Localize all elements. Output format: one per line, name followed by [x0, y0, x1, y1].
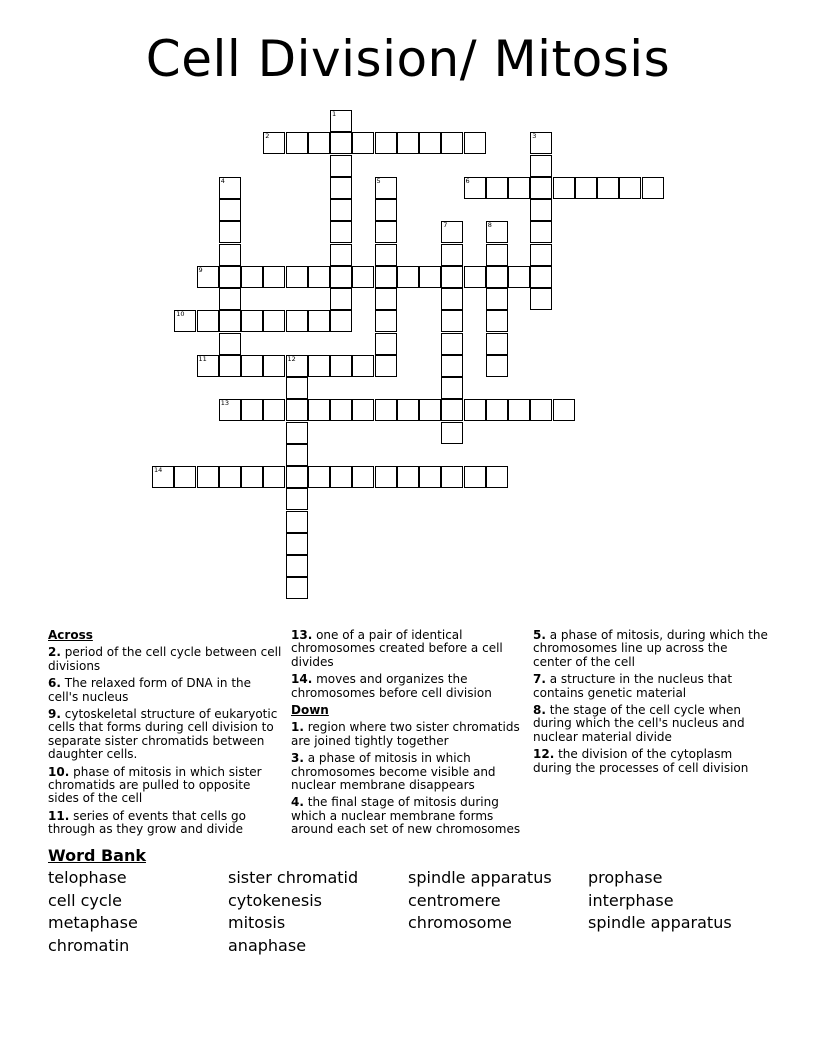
word-bank-item: cell cycle [48, 890, 122, 910]
grid-cell[interactable] [441, 466, 463, 488]
grid-cell[interactable] [174, 310, 196, 332]
grid-cell[interactable] [308, 399, 330, 421]
grid-cell[interactable] [375, 266, 397, 288]
grid-cell[interactable] [330, 288, 352, 310]
grid-cell[interactable] [197, 310, 219, 332]
grid-cell[interactable] [308, 466, 330, 488]
grid-cell[interactable] [352, 466, 374, 488]
clue-number-label: 6 [465, 176, 470, 185]
clue-text: the division of the cytoplasm during the processes of cell division [533, 747, 749, 775]
grid-cell[interactable] [330, 399, 352, 421]
grid-cell[interactable] [263, 132, 285, 154]
page-title: Cell Division/ Mitosis [145, 30, 671, 88]
grid-cell[interactable] [486, 355, 508, 377]
grid-cell[interactable] [486, 221, 508, 243]
grid-cell[interactable] [286, 466, 308, 488]
grid-cell[interactable] [530, 155, 552, 177]
clue-number: 10. [48, 764, 70, 779]
grid-cell[interactable] [286, 444, 308, 466]
grid-cell[interactable] [486, 266, 508, 288]
clue-number: 13. [291, 628, 313, 642]
grid-cell[interactable] [441, 288, 463, 310]
grid-cell[interactable] [330, 221, 352, 243]
grid-cell[interactable] [308, 310, 330, 332]
clue-text: period of the cell cycle between cell divisions [48, 645, 282, 673]
word-bank [48, 868, 788, 958]
grid-cell[interactable] [241, 355, 263, 377]
grid-cell[interactable] [219, 244, 241, 266]
grid-cell[interactable] [441, 221, 463, 243]
clue-text: phase of mitosis in which sister chromatids are pulled to opposite sides of the cell [48, 764, 262, 806]
grid-cell[interactable] [530, 221, 552, 243]
word-bank-item: telophase [48, 868, 127, 887]
grid-cell[interactable] [352, 355, 374, 377]
grid-cell[interactable] [197, 466, 219, 488]
grid-cell[interactable] [486, 177, 508, 199]
grid-cell[interactable] [286, 488, 308, 510]
grid-cell[interactable] [241, 310, 263, 332]
grid-cell[interactable] [286, 132, 308, 154]
clue-number-label: 7 [443, 221, 448, 230]
grid-cell[interactable] [375, 310, 397, 332]
grid-cell[interactable] [553, 399, 575, 421]
grid-cell[interactable] [397, 266, 419, 288]
grid-cell[interactable] [464, 266, 486, 288]
grid-cell[interactable] [441, 399, 463, 421]
grid-cell[interactable] [419, 266, 441, 288]
grid-cell[interactable] [286, 377, 308, 399]
clue-text: The relaxed form of DNA in the cell's nucleus [48, 676, 252, 704]
grid-cell[interactable] [308, 132, 330, 154]
word-bank-item: spindle apparatus [588, 913, 732, 932]
grid-cell[interactable] [375, 132, 397, 154]
clue-number: 6. [48, 676, 61, 691]
grid-cell[interactable] [330, 155, 352, 177]
grid-cell[interactable] [286, 422, 308, 444]
grid-cell[interactable] [441, 333, 463, 355]
down-clue-8 [533, 704, 769, 744]
grid-cell[interactable] [508, 177, 530, 199]
grid-cell[interactable] [619, 177, 641, 199]
grid-cell[interactable] [397, 399, 419, 421]
down-clue-12 [533, 748, 769, 775]
down-heading: Down [291, 703, 329, 718]
across-clue-10 [48, 766, 284, 806]
down-clue-1 [291, 721, 527, 748]
clue-number-label: 1 [332, 110, 337, 118]
grid-cell[interactable] [352, 399, 374, 421]
grid-cell[interactable] [286, 533, 308, 555]
across-heading: Across [48, 628, 93, 642]
grid-cell[interactable] [375, 399, 397, 421]
grid-cell[interactable] [219, 333, 241, 355]
clue-number-label: 13 [220, 399, 230, 408]
grid-cell[interactable] [397, 132, 419, 154]
clue-number: 5. [533, 628, 546, 642]
across-clue-9 [48, 708, 284, 762]
grid-cell[interactable] [419, 132, 441, 154]
word-bank-item: chromatin [48, 935, 130, 955]
grid-cell[interactable] [263, 399, 285, 421]
grid-cell[interactable] [352, 132, 374, 154]
grid-cell[interactable] [441, 244, 463, 266]
grid-cell[interactable] [241, 466, 263, 488]
clue-number: 11. [48, 808, 70, 823]
grid-cell[interactable] [486, 310, 508, 332]
grid-cell[interactable] [464, 399, 486, 421]
grid-cell[interactable] [263, 466, 285, 488]
clues-column-2 [291, 629, 527, 841]
grid-cell[interactable] [174, 466, 196, 488]
grid-cell[interactable] [553, 177, 575, 199]
grid-cell[interactable] [375, 244, 397, 266]
grid-cell[interactable] [597, 177, 619, 199]
grid-cell[interactable] [286, 310, 308, 332]
word-bank-item: sister chromatid [228, 868, 359, 887]
grid-cell[interactable] [530, 288, 552, 310]
clues-column-1 [48, 629, 284, 841]
grid-cell[interactable] [375, 466, 397, 488]
grid-cell[interactable] [375, 177, 397, 199]
grid-cell[interactable] [352, 266, 374, 288]
clue-number-label: 3 [532, 132, 537, 141]
clue-number: 8. [533, 703, 546, 718]
grid-cell[interactable] [286, 266, 308, 288]
across-clue-13 [291, 629, 527, 669]
across-clue-11 [48, 810, 284, 837]
grid-cell[interactable] [375, 199, 397, 221]
grid-cell[interactable] [286, 511, 308, 533]
grid-cell[interactable] [464, 466, 486, 488]
clue-text: a phase of mitosis in which chromosomes become visible and nuclear membrane disappears [291, 751, 496, 793]
clue-text: the final stage of mitosis during which a nuclear membrane forms around each set of new chromosomes [291, 795, 521, 837]
grid-cell[interactable] [219, 177, 241, 199]
clue-text: moves and organizes the chromosomes before cell division [291, 672, 492, 700]
grid-cell[interactable] [241, 399, 263, 421]
grid-cell[interactable] [419, 399, 441, 421]
clue-number-label: 4 [220, 176, 225, 185]
word-bank-item: anaphase [228, 935, 307, 955]
grid-cell[interactable] [152, 466, 174, 488]
grid-cell[interactable] [464, 177, 486, 199]
grid-cell[interactable] [441, 310, 463, 332]
grid-cell[interactable] [219, 199, 241, 221]
grid-cell[interactable] [219, 310, 241, 332]
word-bank-item: centromere [408, 890, 501, 910]
grid-cell[interactable] [530, 199, 552, 221]
word-bank-item: prophase [588, 868, 663, 887]
clue-text: the stage of the cell cycle when during which the cell's nucleus and nuclear material divide [533, 703, 745, 744]
grid-cell[interactable] [219, 466, 241, 488]
clue-text: a structure in the nucleus that contains genetic material [533, 672, 733, 700]
grid-cell[interactable] [330, 266, 352, 288]
clue-text: region where two sister chromatids are joined tightly together [291, 720, 520, 748]
grid-cell[interactable] [219, 221, 241, 243]
grid-cell[interactable] [486, 244, 508, 266]
grid-cell[interactable] [219, 288, 241, 310]
grid-cell[interactable] [330, 110, 352, 132]
clue-number: 4. [291, 795, 304, 810]
clue-number: 12. [533, 747, 555, 762]
grid-cell[interactable] [219, 266, 241, 288]
grid-cell[interactable] [286, 355, 308, 377]
down-clue-4 [291, 796, 527, 836]
across-clue-14 [291, 673, 527, 700]
grid-cell[interactable] [197, 355, 219, 377]
grid-cell[interactable] [286, 577, 308, 599]
word-bank-item: interphase [588, 890, 674, 910]
clue-number-label: 11 [198, 354, 207, 363]
grid-cell[interactable] [441, 266, 463, 288]
clue-text: a phase of mitosis, during which the chromosomes line up across the center of the cell [533, 628, 768, 669]
grid-cell[interactable] [530, 399, 552, 421]
clue-number: 1. [291, 720, 304, 735]
grid-cell[interactable] [219, 399, 241, 421]
across-clue-2 [48, 646, 284, 673]
grid-cell[interactable] [330, 132, 352, 154]
grid-cell[interactable] [263, 355, 285, 377]
grid-cell[interactable] [530, 132, 552, 154]
down-clue-5 [533, 629, 769, 669]
clue-number: 9. [48, 707, 61, 722]
grid-cell[interactable] [530, 177, 552, 199]
grid-cell[interactable] [330, 466, 352, 488]
grid-cell[interactable] [441, 422, 463, 444]
clue-number: 3. [291, 751, 304, 766]
grid-cell[interactable] [642, 177, 664, 199]
clue-number: 2. [48, 645, 61, 660]
grid-cell[interactable] [330, 310, 352, 332]
grid-cell[interactable] [464, 132, 486, 154]
grid-cell[interactable] [197, 266, 219, 288]
down-clue-3 [291, 752, 527, 792]
across-clue-6 [48, 677, 284, 704]
grid-cell[interactable] [530, 266, 552, 288]
grid-cell[interactable] [441, 355, 463, 377]
grid-cell[interactable] [330, 199, 352, 221]
down-clue-7 [533, 673, 769, 700]
clue-text: cytoskeletal structure of eukaryotic cells that forms during cell division to separate sister chromatids between daughter cells. [48, 707, 278, 762]
word-bank-item: cytokenesis [228, 890, 322, 910]
clue-number-label: 5 [376, 176, 381, 185]
grid-cell[interactable] [330, 177, 352, 199]
clue-text: series of events that cells go through as they grow and divide [48, 808, 246, 837]
grid-cell[interactable] [330, 355, 352, 377]
grid-cell[interactable] [308, 355, 330, 377]
clue-number: 14. [291, 672, 313, 687]
clue-number-label: 14 [154, 466, 163, 474]
word-bank-item: mitosis [228, 913, 286, 932]
grid-cell[interactable] [419, 466, 441, 488]
grid-cell[interactable] [375, 221, 397, 243]
grid-cell[interactable] [486, 466, 508, 488]
clue-number-label: 10 [176, 310, 185, 319]
grid-cell[interactable] [263, 310, 285, 332]
grid-cell[interactable] [530, 244, 552, 266]
clue-text: one of a pair of identical chromosomes created before a cell divides [291, 628, 503, 669]
grid-cell[interactable] [375, 288, 397, 310]
grid-cell[interactable] [575, 177, 597, 199]
grid-cell[interactable] [375, 355, 397, 377]
grid-cell[interactable] [330, 244, 352, 266]
word-bank-item: chromosome [408, 913, 512, 932]
clue-number: 7. [533, 672, 546, 687]
clue-number-label: 9 [198, 265, 203, 274]
grid-cell[interactable] [308, 266, 330, 288]
grid-cell[interactable] [263, 266, 285, 288]
word-bank-item: metaphase [48, 913, 138, 932]
word-bank-item: spindle apparatus [408, 868, 552, 887]
grid-cell[interactable] [375, 333, 397, 355]
grid-cell[interactable] [286, 555, 308, 577]
word-bank-heading: Word Bank [48, 846, 147, 865]
grid-cell[interactable] [441, 132, 463, 154]
grid-cell[interactable] [219, 355, 241, 377]
clue-number-label: 12 [287, 354, 296, 363]
grid-cell[interactable] [397, 466, 419, 488]
grid-cell[interactable] [486, 333, 508, 355]
clue-number-label: 8 [487, 221, 492, 230]
grid-cell[interactable] [441, 377, 463, 399]
grid-cell[interactable] [508, 266, 530, 288]
grid-cell[interactable] [241, 266, 263, 288]
clues-column-3 [533, 629, 769, 779]
grid-cell[interactable] [486, 399, 508, 421]
grid-cell[interactable] [508, 399, 530, 421]
grid-cell[interactable] [286, 399, 308, 421]
clue-number-label: 2 [265, 132, 270, 141]
grid-cell[interactable] [486, 288, 508, 310]
